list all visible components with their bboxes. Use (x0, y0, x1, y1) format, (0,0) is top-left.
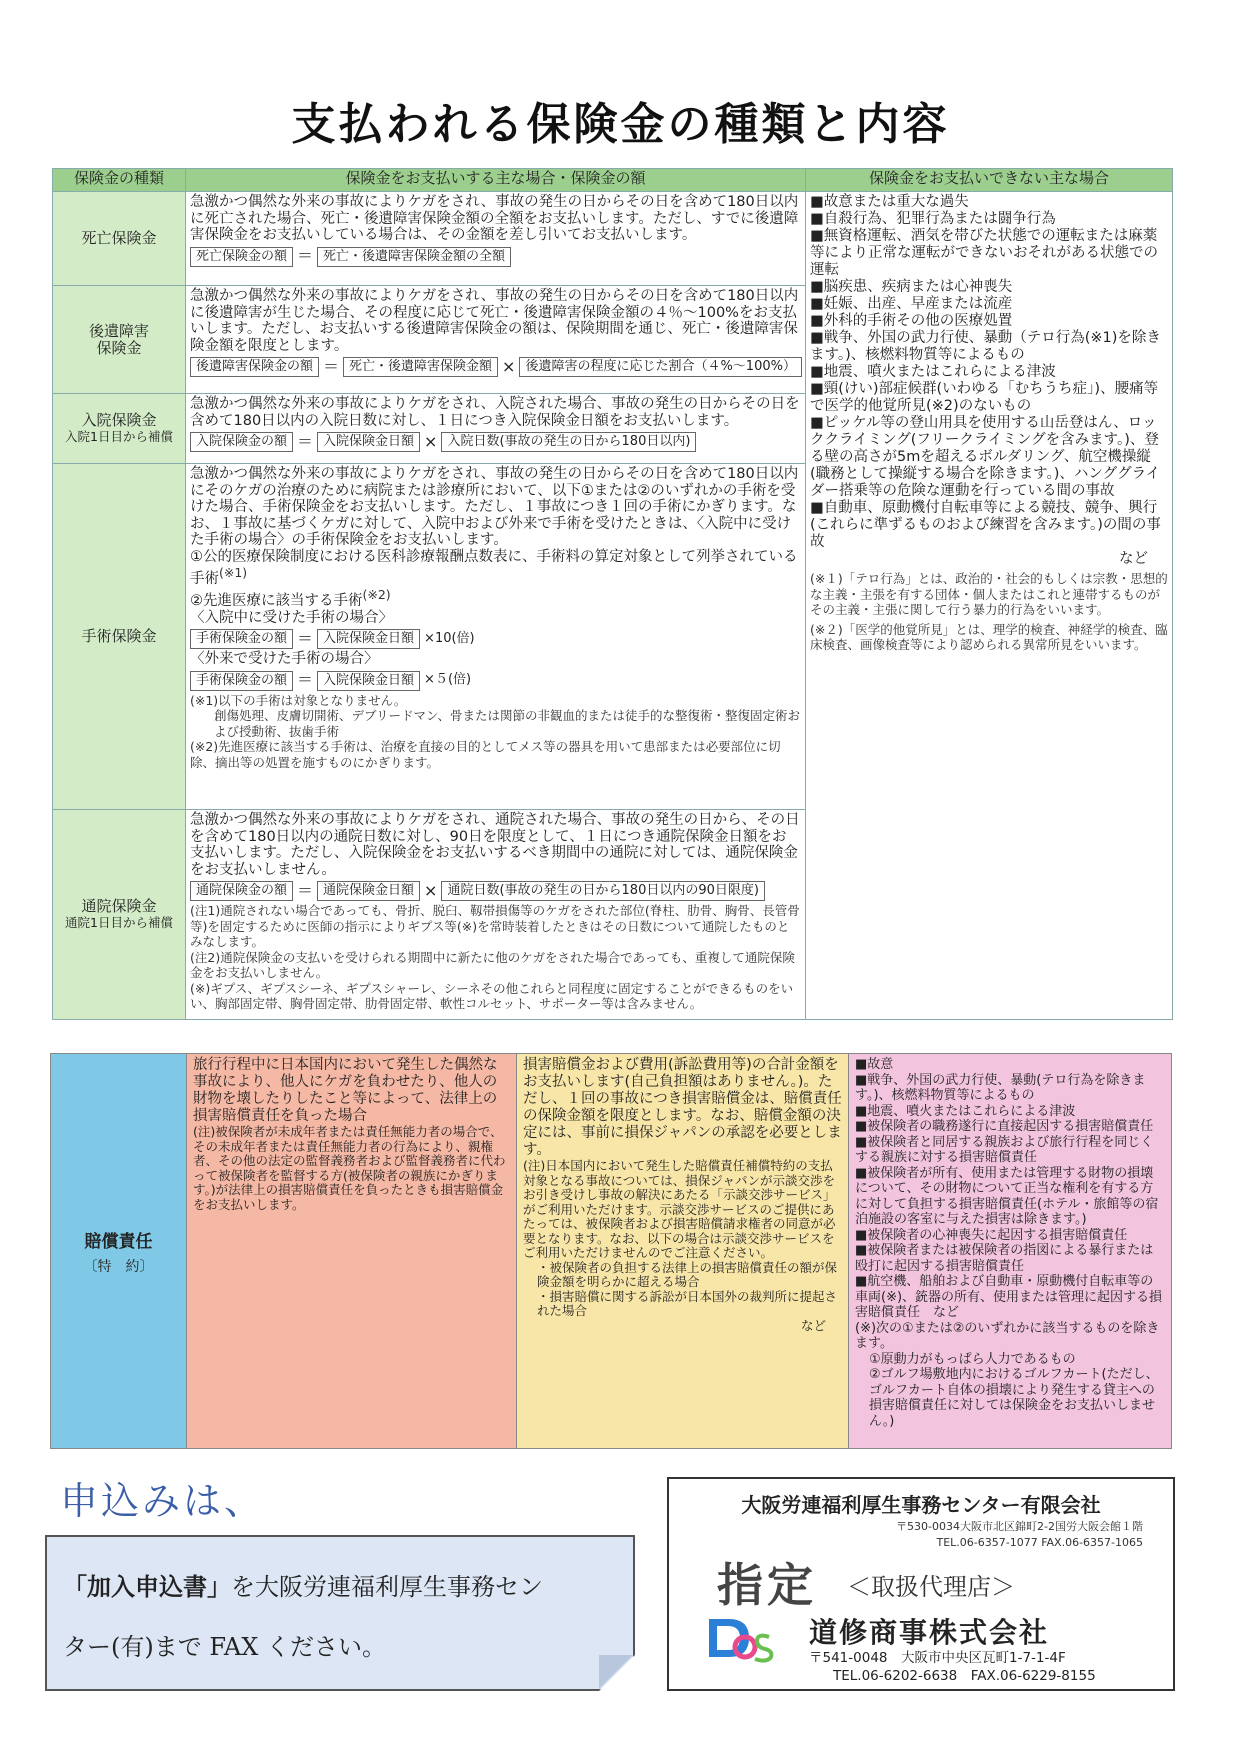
kind-sub: 入院1日目から補償 (65, 428, 173, 444)
table-header-row (53, 169, 1173, 192)
formula-op: ＝ (323, 356, 340, 376)
exclusion-item: ■無資格運転、酒気を帯びた状態での運転または麻薬等により正常な運転ができないおそれがある状態での運転 (810, 228, 1158, 278)
liability-exclusion-item: ■被保険者の職務遂行に直接起因する損害賠償責任 (855, 1119, 1154, 1134)
liability-amount-bullet: ・損害賠償に関する訴訟が日本国外の裁判所に提起された場合 (537, 1288, 838, 1318)
tel-line: TEL.06-6357-1077 FAX.06-6357-1065 (936, 1536, 1143, 1549)
formula-op: ＝ (297, 880, 314, 900)
desc-text: 急激かつ偶然な外来の事故によりケガをされ、事故の発生の日からその日を含めて180日以内に後遺障害が生じた場合、その程度に応じて死亡・後遺障害保険金額の４％～100%をお支払いします。ただし、お支払いする後遺障害保険金の額は、保険期間を通じ、死亡・後遺障害保険金額を限度とします。 (190, 288, 799, 354)
liability-exclusion-item: ■被保険者が所有、使用または管理する財物の損壊について、その財物について正当な権利を有する方に対して負担する損害賠償責任(ホテル・旅館等の宿泊施設の客室に与えた損害は除きます。) (855, 1165, 1159, 1227)
agent-role: ＜取扱代理店＞ (847, 1573, 1015, 1601)
liability-exclusion-item: ■地震、噴火またはこれらによる津波 (855, 1103, 1076, 1119)
formula-op: ＝ (297, 670, 314, 690)
exclusion-item: ■妊娠、出産、早産または流産 (810, 296, 1013, 312)
company-address-2 (809, 1649, 1096, 1685)
apply-heading: 申込みは、 (60, 1479, 266, 1523)
address-line: 〒541-0048 大阪市中央区瓦町1-7-1-4F (809, 1650, 1066, 1666)
fax-text: を大阪労連福利厚生事務セン (231, 1573, 543, 1601)
insurance-table (52, 168, 1173, 1020)
inpatient-label: 〈入院中に受けた手術の場合〉 (190, 609, 393, 626)
kind-label: 通院保険金 (81, 897, 157, 915)
formula-term: 通院保険金の額 (190, 881, 293, 901)
exclusion-note-1: (※１)「テロ行為」とは、政治的・社会的もしくは宗教・思想的な主義・主張を有する団体・個人またはこれと連帯するものがその主義・主張に関して行う暴力的行為をいいます。 (810, 571, 1168, 617)
formula (190, 671, 801, 691)
surgery-item-text: ②先進医療に該当する手術 (190, 593, 363, 610)
exclusion-item: ■故意または重大な過失 (810, 194, 969, 210)
liability-label: 賠償責任 (84, 1231, 153, 1252)
formula (190, 247, 801, 267)
formula-term: 通院保険金日額 (317, 881, 420, 901)
liability-section (50, 1053, 1172, 1449)
kind-label: 入院保険金 (81, 411, 157, 429)
formula-op: ＝ (297, 431, 314, 451)
liability-amount-text: 損害賠償金および費用(訴訟費用等)の合計金額をお支払いします(自己負担額はありません。)。ただし、１回の事故につき損害賠償金は、賠償責任の保険金額を限度とします。なお、賠償金額の決定には、事前に損保ジャパンの承認を必要とします。 (523, 1057, 842, 1158)
liability-exclusion-item: ■被保険者と同居する親族および旅行行程を同じくする親族に対する損害賠償責任 (855, 1134, 1154, 1165)
kind-death (53, 192, 186, 286)
exclusion-item: ■外科的手術その他の医療処置 (810, 313, 1013, 329)
desc-text: 急激かつ偶然な外来の事故によりケガをされ、入院された場合、事故の発生の日からその日を含めて180日以内の入院日数に対し、１日につき入院保険金日額をお支払いします。 (190, 396, 800, 429)
exclusion-item: ■地震、噴火またはこれらによる津波 (810, 364, 1056, 380)
surgery-item-text: ①公的医療保険制度における医科診療報酬点数表に、手術料の算定対象として列挙されている手術 (190, 548, 798, 587)
formula-op: ＝ (297, 246, 314, 266)
liability-amount-bullet: ・被保険者の負担する法律上の損害賠償責任の額が保険金額を明らかに超える場合 (537, 1259, 838, 1289)
desc-commute (186, 810, 806, 1020)
footnote-mark: (※2) (362, 587, 391, 603)
desc-disability (186, 286, 806, 394)
page-title: 支払われる保険金の種類と内容 (291, 99, 950, 150)
footnote-mark: (※1) (219, 565, 248, 580)
formula-term: 通院日数(事故の発生の日から180日以内の90日限度) (441, 881, 765, 901)
fax-instruction-box (45, 1535, 635, 1691)
liability-exclusion-item: ■被保険者の心神喪失に起因する損害賠償責任 (855, 1227, 1128, 1243)
commute-note-2: (注2)通院保険金の支払いを受けられる期間中に新たに他のケガをされた場合であっても、重複して通院保険金をお支払いしません。 (190, 949, 795, 980)
liability-amount-cell (517, 1054, 849, 1448)
formula-op: × (424, 431, 438, 451)
surgery-note-2: (※2)先進医療に該当する手術は、治療を直接の目的としてメス等の器具を用いて患部または必要部位に切除、摘出等の処置を施すものにかぎります。 (190, 739, 781, 770)
liability-label-cell (51, 1054, 187, 1448)
formula (190, 881, 801, 901)
fax-line-1 (63, 1555, 617, 1619)
fax-line-2: ター(有)まで FAX ください。 (63, 1633, 386, 1661)
liability-exclusion-item: ①原動力がもっぱら人力であるもの (869, 1351, 1076, 1367)
desc-hospital (186, 394, 806, 464)
designated-label: 指定 (717, 1558, 817, 1612)
kind-sub: 通院1日目から補償 (65, 914, 173, 930)
kind-label: 後遺障害 (88, 322, 149, 340)
formula-term: 後遺障害の程度に応じた割合（４%～100%） (519, 357, 802, 377)
formula-term: 死亡・後遺障害保険金額の全額 (317, 247, 511, 267)
kind-label: 保険金 (96, 338, 142, 357)
formula-term: 後遺障害保険金の額 (190, 357, 319, 377)
formula-op: × (424, 880, 438, 900)
liability-exclusion-item: ②ゴルフ場敷地内におけるゴルフカート(ただし、ゴルフカート自体の損壊により発生する貸主への損害賠償責任に対しては保険金をお支払いしません。) (869, 1367, 1159, 1429)
liability-case-text: 旅行行程中に日本国内において発生した偶然な事故により、他人にケガを負わせたり、他人の財物を壊したりしたこと等によって、法律上の損害賠償責任を負った場合 (193, 1057, 498, 1124)
commute-note-3: (※)ギプス、ギプスシーネ、ギプスシャーレ、シーネその他これらと同程度に固定することができるものをいい、胸部固定帯、胸骨固定帯、肋骨固定帯、軟性コルセット、サポーター等は含みません。 (190, 980, 794, 1011)
exclusion-note-2: (※２)「医学的他覚所見」とは、理学的検査、神経学的検査、臨床検査、画像検査等により認められる異常所見をいいます。 (810, 621, 1168, 652)
formula-term: 入院保険金日額 (317, 432, 420, 452)
agent-box (667, 1477, 1175, 1691)
header-desc: 保険金をお支払いする主な場合・保険金の額 (186, 169, 806, 192)
exclusion-item: ■自動車、原動機付自転車等による競技、競争、興行(これらに準ずるものおよび練習を含みます。)の間の事故 (810, 500, 1161, 550)
row-death (53, 192, 1173, 286)
kind-label: 死亡保険金 (81, 229, 157, 248)
company-name-1: 大阪労連福利厚生事務センター有限会社 (741, 1493, 1101, 1517)
desc-text: 急激かつ偶然な外来の事故によりケガをされ、事故の発生の日からその日を含めて180日以内に死亡された場合、死亡・後遺障害保険金額の全額をお支払いします。ただし、すでに後遺障害保険金をお支払いしている場合は、その金額を差し引いてお支払いします。 (190, 194, 799, 243)
liability-exclusion-item: ■戦争、外国の武力行使、暴動(テロ行為を除きます。)、核燃料物質等によるもの (855, 1072, 1146, 1103)
kind-disability (53, 286, 186, 394)
exclusion-item: ■頸(けい)部症候群(いわゆる「むちうち症」)、腰痛等で医学的他覚所見(※2)のないもの (810, 381, 1159, 414)
desc-death (186, 192, 806, 286)
desc-surgery (186, 464, 806, 810)
liability-exclusion-item: (※)次の①または②のいずれかに該当するものを除きます。 (855, 1320, 1160, 1351)
exclusion-etc: など (1119, 551, 1148, 567)
formula-term: 入院保険金の額 (190, 432, 293, 452)
kind-label: 手術保険金 (81, 627, 157, 646)
formula-term: 入院保険金日額 (317, 671, 420, 691)
liability-sub: 〔特 約〕 (83, 1258, 154, 1275)
formula (190, 357, 801, 377)
exclusion-item: ■ピッケル等の登山用具を使用する山岳登はん、ロッククライミング(フリークライミングを含みます。)、登る壁の高さが5mを超えるボルダリング、航空機操縦(職務として操縦する場合を除きます。)、ハンググライダー搭乗等の危険な運動を行っている間の事故 (810, 415, 1161, 499)
formula-multiplier: ×５(倍) (424, 672, 472, 688)
liability-amount-note: (注)日本国内において発生した賠償責任補償特約の支払対象となる事故については、損保ジャパンが示談交渉をお引き受けし事故の解決にあたる「示談交渉サービス」がご利用いただけます。示談交渉サービスのご提供にあたっては、被保険者および損害賠償請求権者の同意が必要となります。なお、以下の場合は示談交渉サービスをご利用いただけませんのでご注意ください。 (523, 1158, 836, 1260)
liability-case-cell (187, 1054, 517, 1448)
formula-op: × (502, 356, 516, 376)
dos-logo-icon (703, 1613, 775, 1663)
formula-op: ＝ (297, 628, 314, 648)
fax-bold: 「加入申込書」 (63, 1572, 231, 1601)
company-address-1 (896, 1519, 1143, 1551)
liability-exclusion-item: ■航空機、船舶および自動車・原動機付自転車等の車両(※)、銃器の所有、使用または管理に起因する損害賠償責任 など (855, 1274, 1163, 1320)
liability-case-note: (注)被保険者が未成年者または責任無能力者の場合で、その未成年者または責任無能力者の行為により、親権者、その他の法定の監督義務者および監督義務者に代わって被保険者を監督する方(被保険者の親族にかぎります。)が法律上の損害賠償責任を負ったときも損害賠償金をお支払いします。 (193, 1124, 506, 1212)
desc-text: 急激かつ偶然な外来の事故によりケガをされ、通院された場合、事故の発生の日から、その日を含めて180日以内の通院日数に対し、90日を限度として、１日につき通院保険金日額をお支払いします。ただし、入院保険金をお支払いするべき期間中の通院に対しては、通院保険金をお支払いしません。 (190, 812, 800, 878)
desc-text: 急激かつ偶然な外来の事故によりケガをされ、事故の発生の日からその日を含めて180日以内にそのケガの治療のために病院または診療所において、以下①または②のいずれかの手術を受けた場合、手術保険金をお支払いします。ただし、１事故につき１回の手術にかぎります。なお、１事故に基づくケガに対して、入院中および外来で手術を受けたときは、〈入院中に受けた手術の場合〉の手術保険金をお支払いします。 (190, 466, 799, 548)
kind-surgery (53, 464, 186, 810)
liability-amount-etc: など (800, 1317, 826, 1333)
exclusion-item: ■脳疾患、疾病または心神喪失 (810, 279, 1013, 295)
exclusion-item: ■戦争、外国の武力行使、暴動（テロ行為(※1)を除きます。)、核燃料物質等によるもの (810, 330, 1161, 363)
surgery-item-2 (190, 587, 801, 609)
formula-term: 死亡・後遺障害保険金額 (343, 357, 498, 377)
formula-term: 入院保険金日額 (317, 629, 420, 649)
formula-term: 手術保険金の額 (190, 629, 293, 649)
formula-term: 死亡保険金の額 (190, 247, 293, 267)
formula-term: 手術保険金の額 (190, 671, 293, 691)
liability-exclusion-item: ■故意 (855, 1057, 894, 1072)
company-name-2: 道修商事株式会社 (809, 1616, 1050, 1649)
surgery-item-1 (190, 549, 801, 588)
exclusions-cell (806, 192, 1173, 1020)
formula (190, 432, 801, 452)
outpatient-label: 〈外来で受けた手術の場合〉 (190, 651, 379, 668)
liability-exclusion-cell (849, 1054, 1171, 1448)
surgery-note-1-detail: 創傷処理、皮膚切開術、デブリードマン、骨または関節の非観血的または徒手的な整復術・整復固定術および授動術、抜歯手術 (214, 708, 801, 739)
kind-hospital (53, 394, 186, 464)
tel-line: TEL.06-6202-6638 FAX.06-6229-8155 (833, 1668, 1096, 1684)
liability-exclusion-item: ■被保険者または被保険者の指図による暴行または殴打に起因する損害賠償責任 (855, 1243, 1154, 1274)
formula-term: 入院日数(事故の発生の日から180日以内) (441, 432, 696, 452)
surgery-note-1: (※1)以下の手術は対象となりません。 (190, 692, 407, 708)
kind-commute (53, 810, 186, 1020)
exclusion-item: ■自殺行為、犯罪行為または闘争行為 (810, 211, 1056, 227)
commute-note-1: (注1)通院されない場合であっても、骨折、脱臼、靱帯損傷等のケガをされた部位(脊柱、肋骨、胸骨、長管骨等)を固定するために医師の指示によりギプス等(※)を常時装着したときはその日数について通院したものとみなします。 (190, 903, 800, 949)
exclusion-list (810, 194, 1168, 653)
header-kind: 保険金の種類 (53, 169, 186, 192)
header-excl: 保険金をお支払いできない主な場合 (806, 169, 1173, 192)
formula-multiplier: ×10(倍) (424, 630, 475, 646)
formula (190, 629, 801, 649)
address-line: 〒530-0034大阪市北区錦町2-2国労大阪会館１階 (896, 1520, 1143, 1533)
svg-text:DOS: DOS (739, 1662, 742, 1663)
